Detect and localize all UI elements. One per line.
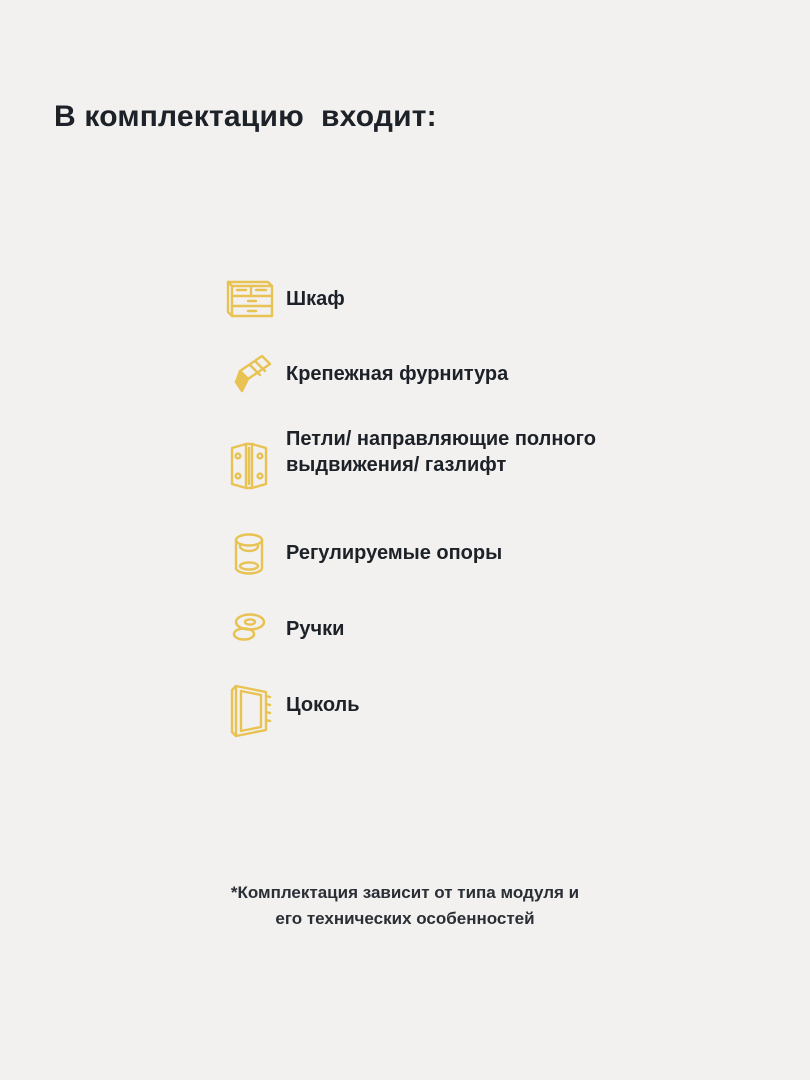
footnote-line-1: *Комплектация зависит от типа модуля и bbox=[230, 883, 580, 902]
list-item bbox=[0, 272, 810, 347]
list-item-label: Цоколь bbox=[286, 694, 360, 716]
list-item-label: Крепежная фурнитура bbox=[286, 363, 509, 385]
inclusions-list bbox=[0, 272, 810, 758]
footnote bbox=[0, 880, 810, 931]
list-item-label: Петли/ направляющие полного выдвижения/ газлифт bbox=[286, 428, 596, 477]
page-title: В комплектацию входит: bbox=[54, 100, 437, 133]
list-item bbox=[0, 602, 810, 678]
list-item bbox=[0, 526, 810, 602]
hinge-icon bbox=[212, 422, 286, 494]
list-item-label: Шкаф bbox=[286, 288, 345, 310]
cabinet-icon bbox=[212, 272, 286, 322]
list-item-label: Ручки bbox=[286, 618, 345, 640]
list-item bbox=[0, 347, 810, 422]
screw-icon bbox=[212, 347, 286, 397]
adjustable-foot-icon bbox=[212, 526, 286, 582]
list-item bbox=[0, 422, 810, 526]
footnote-line-2: его технических особенностей bbox=[275, 908, 535, 928]
handle-icon bbox=[212, 602, 286, 652]
plinth-icon bbox=[212, 678, 286, 738]
list-item-label: Регулируемые опоры bbox=[286, 542, 503, 564]
list-item bbox=[0, 678, 810, 758]
